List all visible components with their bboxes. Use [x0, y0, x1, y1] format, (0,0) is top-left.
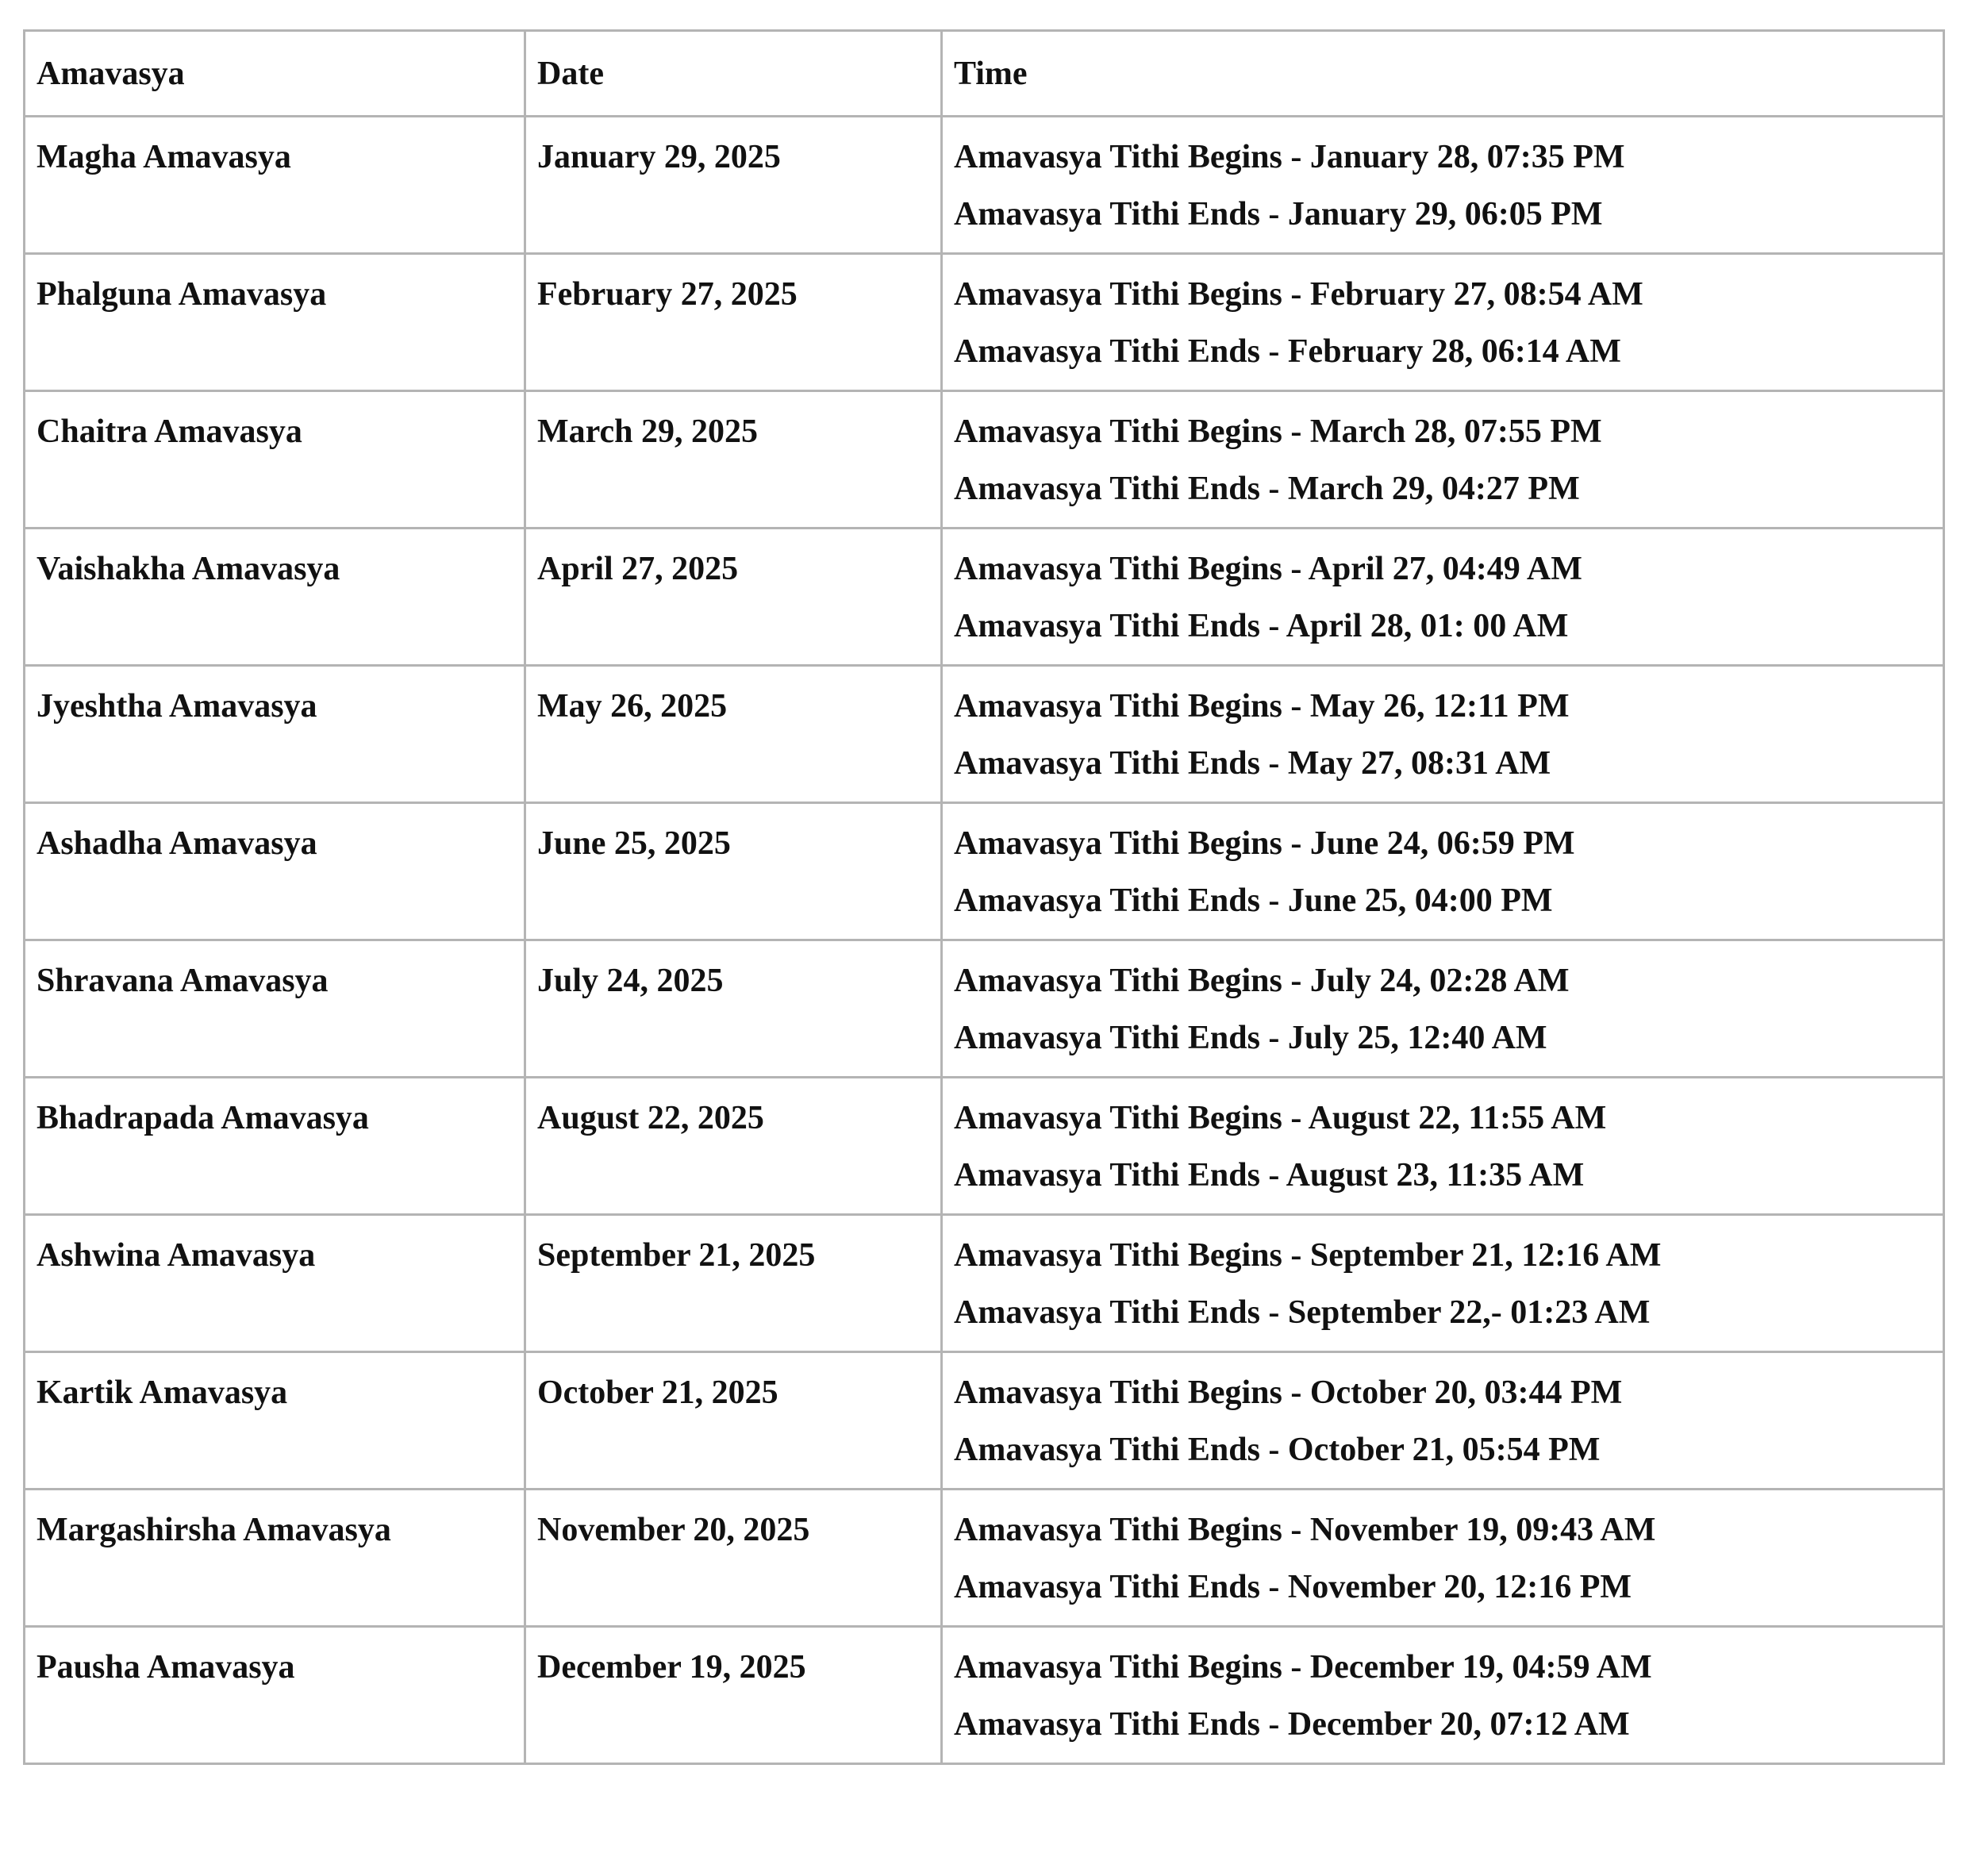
date-cell: November 20, 2025	[525, 1490, 942, 1627]
table-row	[25, 529, 1944, 666]
tithi-begins-text: Amavasya Tithi Begins - April 27, 04:49 AM	[954, 551, 1582, 587]
tithi-ends-text: Amavasya Tithi Ends - July 25, 12:40 AM	[954, 1020, 1547, 1056]
amavasya-name-cell: Magha Amavasya	[25, 117, 525, 254]
date-cell: June 25, 2025	[525, 803, 942, 940]
time-cell	[942, 803, 1944, 940]
date-cell: May 26, 2025	[525, 666, 942, 803]
table-row	[25, 117, 1944, 254]
table-row	[25, 1078, 1944, 1215]
time-cell	[942, 117, 1944, 254]
date-cell: December 19, 2025	[525, 1627, 942, 1764]
amavasya-name-cell: Vaishakha Amavasya	[25, 529, 525, 666]
tithi-ends-text: Amavasya Tithi Ends - April 28, 01: 00 AM	[954, 608, 1569, 644]
tithi-begins-text: Amavasya Tithi Begins - May 26, 12:11 PM	[954, 688, 1570, 725]
header-amavasya: Amavasya	[25, 31, 525, 117]
date-cell: July 24, 2025	[525, 940, 942, 1078]
tithi-ends-text: Amavasya Tithi Ends - March 29, 04:27 PM	[954, 471, 1580, 507]
tithi-begins-text: Amavasya Tithi Begins - January 28, 07:35 PM	[954, 139, 1625, 175]
time-cell	[942, 666, 1944, 803]
table-row	[25, 1490, 1944, 1627]
header-row	[25, 31, 1944, 117]
tithi-ends-text: Amavasya Tithi Ends - January 29, 06:05 PM	[954, 196, 1603, 233]
time-cell	[942, 529, 1944, 666]
table-row	[25, 803, 1944, 940]
date-cell: February 27, 2025	[525, 254, 942, 391]
amavasya-name-cell: Margashirsha Amavasya	[25, 1490, 525, 1627]
time-cell	[942, 1627, 1944, 1764]
table-body	[25, 117, 1944, 1764]
table-row	[25, 666, 1944, 803]
date-cell: September 21, 2025	[525, 1215, 942, 1352]
date-cell: April 27, 2025	[525, 529, 942, 666]
tithi-begins-text: Amavasya Tithi Begins - September 21, 12:16 AM	[954, 1237, 1662, 1274]
time-cell	[942, 1078, 1944, 1215]
tithi-begins-text: Amavasya Tithi Begins - October 20, 03:44 PM	[954, 1374, 1623, 1411]
time-cell	[942, 1215, 1944, 1352]
tithi-begins-text: Amavasya Tithi Begins - November 19, 09:43 AM	[954, 1512, 1656, 1548]
tithi-begins-text: Amavasya Tithi Begins - June 24, 06:59 PM	[954, 825, 1575, 862]
date-cell: January 29, 2025	[525, 117, 942, 254]
tithi-begins-text: Amavasya Tithi Begins - July 24, 02:28 AM	[954, 963, 1570, 999]
date-cell: March 29, 2025	[525, 391, 942, 529]
tithi-ends-text: Amavasya Tithi Ends - December 20, 07:12 AM	[954, 1706, 1630, 1743]
amavasya-name-cell: Ashadha Amavasya	[25, 803, 525, 940]
table-row	[25, 254, 1944, 391]
tithi-begins-text: Amavasya Tithi Begins - December 19, 04:59 AM	[954, 1649, 1652, 1686]
time-cell	[942, 1352, 1944, 1490]
date-cell: October 21, 2025	[525, 1352, 942, 1490]
amavasya-name-cell: Kartik Amavasya	[25, 1352, 525, 1490]
tithi-ends-text: Amavasya Tithi Ends - November 20, 12:16 PM	[954, 1569, 1632, 1605]
amavasya-name-cell: Chaitra Amavasya	[25, 391, 525, 529]
header-time: Time	[942, 31, 1944, 117]
tithi-ends-text: Amavasya Tithi Ends - September 22,- 01:23 AM	[954, 1294, 1651, 1331]
table-header	[25, 31, 1944, 117]
tithi-ends-text: Amavasya Tithi Ends - June 25, 04:00 PM	[954, 882, 1553, 919]
table-row	[25, 391, 1944, 529]
tithi-begins-text: Amavasya Tithi Begins - February 27, 08:54 AM	[954, 276, 1643, 313]
amavasya-name-cell: Shravana Amavasya	[25, 940, 525, 1078]
header-date: Date	[525, 31, 942, 117]
amavasya-name-cell: Ashwina Amavasya	[25, 1215, 525, 1352]
amavasya-table	[23, 29, 1945, 1765]
tithi-ends-text: Amavasya Tithi Ends - October 21, 05:54 PM	[954, 1432, 1601, 1468]
amavasya-name-cell: Pausha Amavasya	[25, 1627, 525, 1764]
table-row	[25, 1215, 1944, 1352]
table-row	[25, 940, 1944, 1078]
tithi-begins-text: Amavasya Tithi Begins - March 28, 07:55 PM	[954, 413, 1602, 450]
amavasya-name-cell: Jyeshtha Amavasya	[25, 666, 525, 803]
time-cell	[942, 940, 1944, 1078]
tithi-begins-text: Amavasya Tithi Begins - August 22, 11:55 AM	[954, 1100, 1607, 1136]
amavasya-name-cell: Phalguna Amavasya	[25, 254, 525, 391]
amavasya-name-cell: Bhadrapada Amavasya	[25, 1078, 525, 1215]
table-row	[25, 1627, 1944, 1764]
tithi-ends-text: Amavasya Tithi Ends - August 23, 11:35 AM	[954, 1157, 1585, 1194]
table-row	[25, 1352, 1944, 1490]
date-cell: August 22, 2025	[525, 1078, 942, 1215]
time-cell	[942, 1490, 1944, 1627]
time-cell	[942, 254, 1944, 391]
tithi-ends-text: Amavasya Tithi Ends - February 28, 06:14 AM	[954, 333, 1621, 370]
tithi-ends-text: Amavasya Tithi Ends - May 27, 08:31 AM	[954, 745, 1551, 782]
time-cell	[942, 391, 1944, 529]
